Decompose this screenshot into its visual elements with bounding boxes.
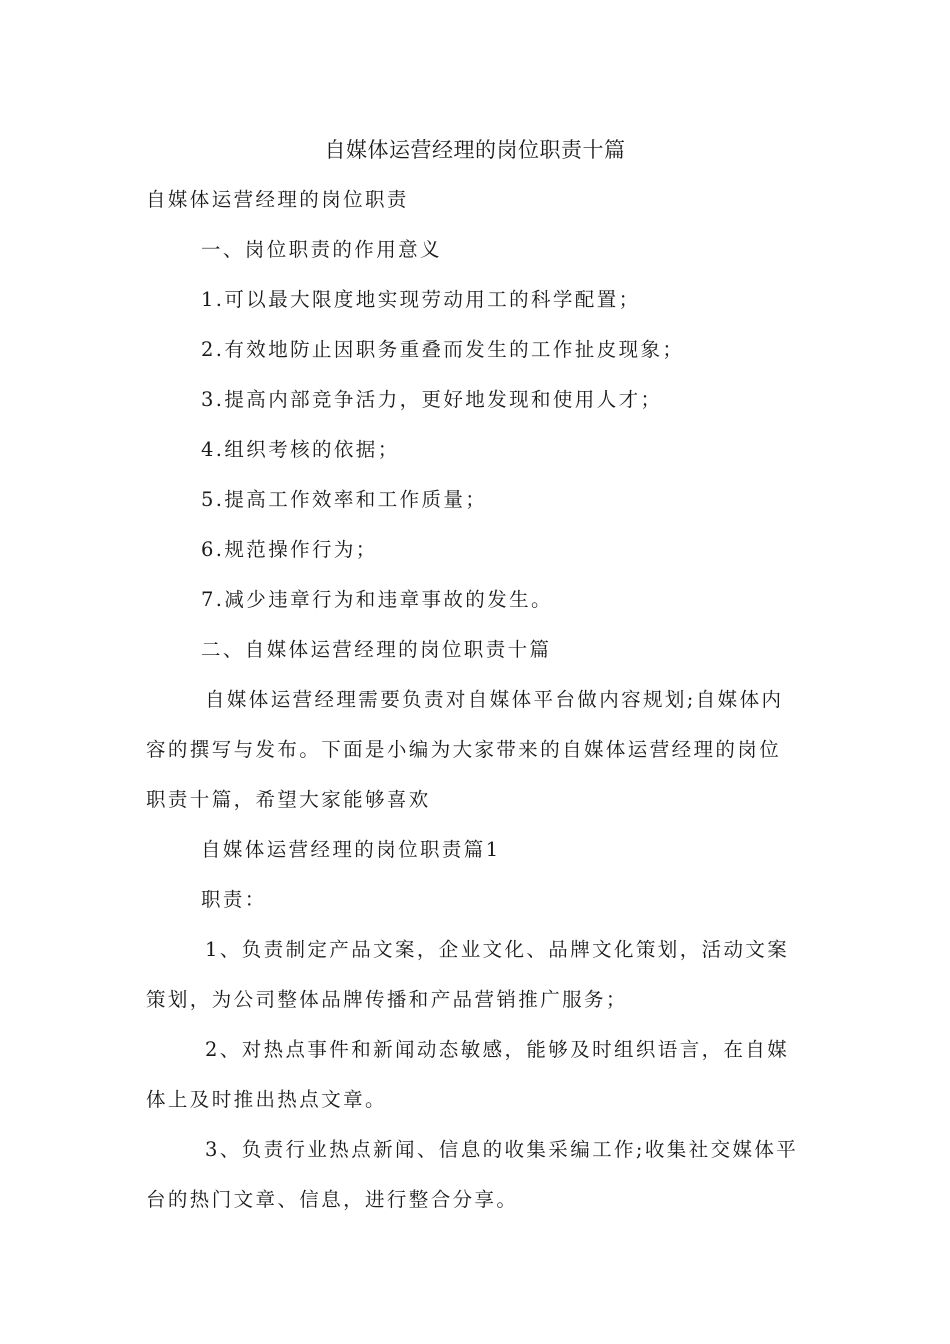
duty-item-line: 台的热门文章、信息，进行整合分享。 [146,1188,519,1211]
duty-item-line: 3、负责行业热点新闻、信息的收集采编工作;收集社交媒体平 [205,1138,799,1161]
part1-heading: 自媒体运营经理的岗位职责篇1 [201,838,501,861]
duties-label: 职责： [201,888,267,911]
list-item: 1.可以最大限度地实现劳动用工的科学配置； [201,288,641,311]
list-item: 4.组织考核的依据； [201,438,400,461]
duty-item-line: 1、负责制定产品文案，企业文化、品牌文化策划，活动文案 [205,938,790,961]
list-item: 5.提高工作效率和工作质量； [201,488,488,511]
list-item: 2.有效地防止因职务重叠而发生的工作扯皮现象； [201,338,685,361]
intro-paragraph-line: 自媒体运营经理需要负责对自媒体平台做内容规划;自媒体内 [205,688,784,711]
duty-item-line: 策划，为公司整体品牌传播和产品营销推广服务； [146,988,628,1011]
intro-paragraph-line: 职责十篇，希望大家能够喜欢 [146,788,431,811]
duty-item-line: 体上及时推出热点文章。 [146,1088,387,1111]
section1-heading: 一、岗位职责的作用意义 [201,238,442,261]
list-item: 7.减少违章行为和违章事故的发生。 [201,588,553,611]
duty-item-line: 2、对热点事件和新闻动态敏感，能够及时组织语言，在自媒 [205,1038,790,1061]
intro-paragraph-line: 容的撰写与发布。下面是小编为大家带来的自媒体运营经理的岗位 [146,738,782,761]
list-item: 6.规范操作行为； [201,538,378,561]
document-title: 自媒体运营经理的岗位职责十篇 [324,138,626,162]
list-item: 3.提高内部竞争活力，更好地发现和使用人才； [201,388,663,411]
section2-heading: 二、自媒体运营经理的岗位职责十篇 [201,638,552,661]
document-subtitle: 自媒体运营经理的岗位职责 [146,188,409,211]
